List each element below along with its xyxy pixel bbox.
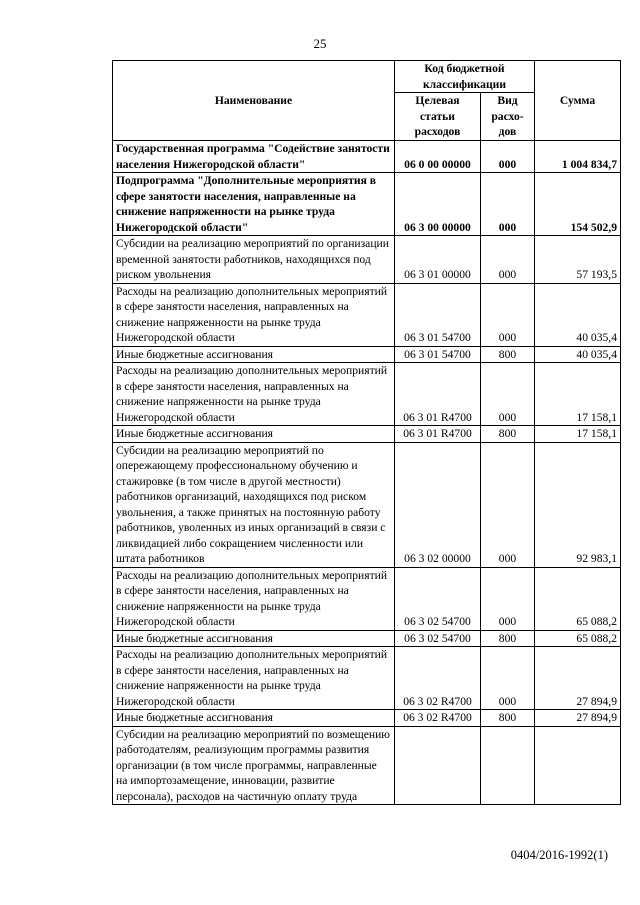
row-name: Субсидии на реализацию мероприятий по возмещению работодателям, реализующим программы развития организации (в том числе программы, направленные на импортозамещение, инновации, развитие персонала), расходов на частичную оплату труда <box>113 726 395 805</box>
row-name: Расходы на реализацию дополнительных мероприятий в сфере занятости населения, направленных на снижение напряженности на рынке труда Нижегородской области <box>113 363 395 426</box>
row-sum: 65 088,2 <box>535 630 621 647</box>
table-row <box>113 710 621 727</box>
row-expense-kind: 800 <box>481 426 535 443</box>
budget-table <box>112 60 621 805</box>
row-expense-kind: 800 <box>481 346 535 363</box>
row-expense-kind: 000 <box>481 567 535 630</box>
row-expense-kind: 800 <box>481 630 535 647</box>
row-target-code: 06 3 01 R4700 <box>395 426 481 443</box>
table-row <box>113 363 621 426</box>
row-sum: 57 193,5 <box>535 236 621 284</box>
row-sum: 92 983,1 <box>535 442 621 567</box>
table-row <box>113 236 621 284</box>
row-sum: 65 088,2 <box>535 567 621 630</box>
row-target-code: 06 3 02 54700 <box>395 567 481 630</box>
row-target-code: 06 3 00 00000 <box>395 173 481 236</box>
document-code: 0404/2016-1992(1) <box>510 848 608 862</box>
header-name: Наименование <box>113 61 395 141</box>
table-body <box>113 141 621 805</box>
row-expense-kind: 000 <box>481 363 535 426</box>
row-target-code: 06 0 00 00000 <box>395 141 481 173</box>
row-name: Расходы на реализацию дополнительных мероприятий в сфере занятости населения, направленных на снижение напряженности на рынке труда Нижегородской области <box>113 647 395 710</box>
row-name: Расходы на реализацию дополнительных мероприятий в сфере занятости населения, направленных на снижение напряженности на рынке труда Нижегородской области <box>113 567 395 630</box>
row-expense-kind: 800 <box>481 710 535 727</box>
table-row <box>113 426 621 443</box>
table-row <box>113 173 621 236</box>
row-expense-kind: 000 <box>481 173 535 236</box>
table-row <box>113 647 621 710</box>
row-sum: 27 894,9 <box>535 710 621 727</box>
row-name: Иные бюджетные ассигнования <box>113 426 395 443</box>
header-sum: Сумма <box>535 61 621 141</box>
row-sum: 17 158,1 <box>535 363 621 426</box>
table-row <box>113 630 621 647</box>
row-expense-kind <box>481 726 535 805</box>
row-name: Расходы на реализацию дополнительных мероприятий в сфере занятости населения, направленных на снижение напряженности на рынке труда Нижегородской области <box>113 283 395 346</box>
row-expense-kind: 000 <box>481 141 535 173</box>
row-target-code: 06 3 01 00000 <box>395 236 481 284</box>
row-sum: 40 035,4 <box>535 283 621 346</box>
row-name: Субсидии на реализацию мероприятий по организации временной занятости работников, находящихся под риском увольнения <box>113 236 395 284</box>
row-target-code: 06 3 01 54700 <box>395 283 481 346</box>
row-sum: 154 502,9 <box>535 173 621 236</box>
table-row <box>113 346 621 363</box>
table-row <box>113 442 621 567</box>
row-sum: 27 894,9 <box>535 647 621 710</box>
row-expense-kind: 000 <box>481 647 535 710</box>
header-target: Целевая статьи расходов <box>395 93 481 141</box>
row-target-code: 06 3 02 00000 <box>395 442 481 567</box>
table-row <box>113 567 621 630</box>
row-sum: 40 035,4 <box>535 346 621 363</box>
row-sum: 17 158,1 <box>535 426 621 443</box>
row-expense-kind: 000 <box>481 236 535 284</box>
table-row <box>113 726 621 805</box>
row-name: Государственная программа "Содействие занятости населения Нижегородской области" <box>113 141 395 173</box>
row-target-code: 06 3 01 54700 <box>395 346 481 363</box>
header-code: Код бюджетной классификации <box>395 61 535 93</box>
table-row <box>113 283 621 346</box>
table-header <box>113 61 621 141</box>
row-name: Субсидии на реализацию мероприятий по опережающему профессиональному обучению и стажировке (в том числе в другой местности) работников организаций, находящихся под риском увольнения, а также принятых на постоянную работу работников, уволенных из иных организаций в связи с ликвидацией либо сокращением численности или штата работников <box>113 442 395 567</box>
row-target-code: 06 3 02 54700 <box>395 630 481 647</box>
row-expense-kind: 000 <box>481 283 535 346</box>
table-row <box>113 141 621 173</box>
row-sum: 1 004 834,7 <box>535 141 621 173</box>
page-number: 25 <box>313 36 327 51</box>
header-kind: Вид расхо-дов <box>481 93 535 141</box>
row-name: Иные бюджетные ассигнования <box>113 710 395 727</box>
row-name: Подпрограмма "Дополнительные мероприятия в сфере занятости населения, направленные на снижение напряженности на рынке труда Нижегородской области" <box>113 173 395 236</box>
row-target-code: 06 3 01 R4700 <box>395 363 481 426</box>
row-expense-kind: 000 <box>481 442 535 567</box>
row-name: Иные бюджетные ассигнования <box>113 346 395 363</box>
row-sum <box>535 726 621 805</box>
row-target-code: 06 3 02 R4700 <box>395 647 481 710</box>
row-name: Иные бюджетные ассигнования <box>113 630 395 647</box>
row-target-code <box>395 726 481 805</box>
row-target-code: 06 3 02 R4700 <box>395 710 481 727</box>
